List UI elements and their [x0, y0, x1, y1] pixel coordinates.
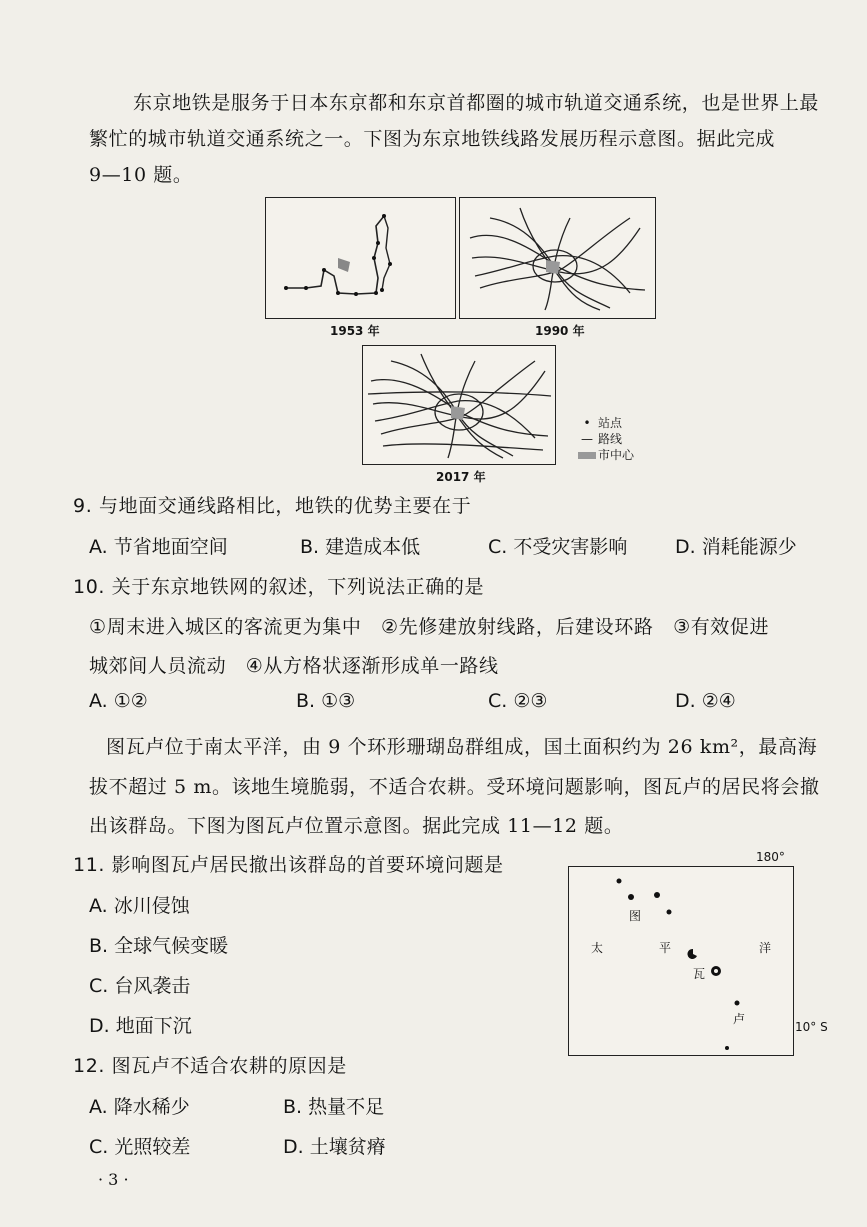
- page-number: · 3 ·: [98, 1170, 129, 1189]
- caption-1990: 1990 年: [535, 324, 585, 338]
- q12-option-b[interactable]: B. 热量不足: [283, 1096, 385, 1118]
- longitude-label: 180°: [756, 850, 785, 864]
- q11-option-d[interactable]: D. 地面下沉: [89, 1015, 192, 1037]
- passage1-line2: 繁忙的城市轨道交通系统之一。下图为东京地铁线路发展历程示意图。据此完成: [89, 128, 776, 150]
- passage1-line3: 9—10 题。: [89, 164, 193, 186]
- q9-stem: 9. 与地面交通线路相比，地铁的优势主要在于: [73, 495, 472, 517]
- latitude-label: 10° S: [795, 1020, 828, 1034]
- q10-option-c[interactable]: C. ②③: [488, 690, 548, 712]
- q12-stem: 12. 图瓦卢不适合农耕的原因是: [73, 1055, 347, 1077]
- q9-option-b[interactable]: B. 建造成本低: [300, 536, 421, 558]
- q12-option-d[interactable]: D. 土壤贫瘠: [283, 1136, 386, 1158]
- subway-map-2017: [363, 346, 555, 464]
- q11-option-c[interactable]: C. 台风袭击: [89, 975, 191, 997]
- q10-statements-line1: ①周末进入城区的客流更为集中 ②先修建放射线路，后建设环路 ③有效促进: [89, 616, 770, 638]
- map-char-ping: 平: [659, 941, 672, 955]
- q10-stem: 10. 关于东京地铁网的叙述，下列说法正确的是: [73, 576, 485, 598]
- legend-route: 路线: [598, 432, 623, 446]
- subway-map-1990: [460, 198, 655, 318]
- map-1953: [265, 197, 456, 319]
- q9-option-a[interactable]: A. 节省地面空间: [89, 536, 228, 558]
- q10-statements-line2: 城郊间人员流动 ④从方格状逐渐形成单一路线: [89, 655, 499, 677]
- passage1-line1: 东京地铁是服务于日本东京都和东京首都圈的城市轨道交通系统，也是世界上最: [133, 92, 820, 114]
- map-1990: [459, 197, 656, 319]
- q10-option-d[interactable]: D. ②④: [675, 690, 736, 712]
- passage2-line2: 拔不超过 5 m。该地生境脆弱，不适合农耕。受环境问题影响，图瓦卢的居民将会撤: [89, 776, 820, 798]
- map-char-wa: 瓦: [693, 967, 706, 981]
- tuvalu-islands: [569, 867, 793, 1055]
- caption-2017: 2017 年: [436, 470, 486, 484]
- tuvalu-map: [568, 866, 794, 1056]
- legend-city-center: 市中心: [598, 448, 635, 462]
- map-char-tu: 图: [629, 909, 642, 923]
- passage2-line1: 图瓦卢位于南太平洋，由 9 个环形珊瑚岛群组成，国土面积约为 26 km²，最高海: [106, 736, 818, 758]
- q9-option-c[interactable]: C. 不受灾害影响: [488, 536, 628, 558]
- map-char-tai: 太: [591, 941, 604, 955]
- legend-station: 站点: [598, 416, 623, 430]
- map-char-yang: 洋: [759, 941, 772, 955]
- q10-option-a[interactable]: A. ①②: [89, 690, 148, 712]
- q11-stem: 11. 影响图瓦卢居民撤出该群岛的首要环境问题是: [73, 854, 504, 876]
- caption-1953: 1953 年: [330, 324, 380, 338]
- q10-option-b[interactable]: B. ①③: [296, 690, 356, 712]
- q12-option-a[interactable]: A. 降水稀少: [89, 1096, 190, 1118]
- q11-option-b[interactable]: B. 全球气候变暖: [89, 935, 229, 957]
- passage2-line3: 出该群岛。下图为图瓦卢位置示意图。据此完成 11—12 题。: [89, 815, 624, 837]
- q9-option-d[interactable]: D. 消耗能源少: [675, 536, 797, 558]
- q11-option-a[interactable]: A. 冰川侵蚀: [89, 895, 190, 917]
- map-char-lu: 卢: [733, 1012, 746, 1026]
- legend: • 站点 — 路线 市中心: [576, 414, 634, 462]
- map-2017: [362, 345, 556, 465]
- q12-option-c[interactable]: C. 光照较差: [89, 1136, 191, 1158]
- subway-map-1953: [266, 198, 455, 318]
